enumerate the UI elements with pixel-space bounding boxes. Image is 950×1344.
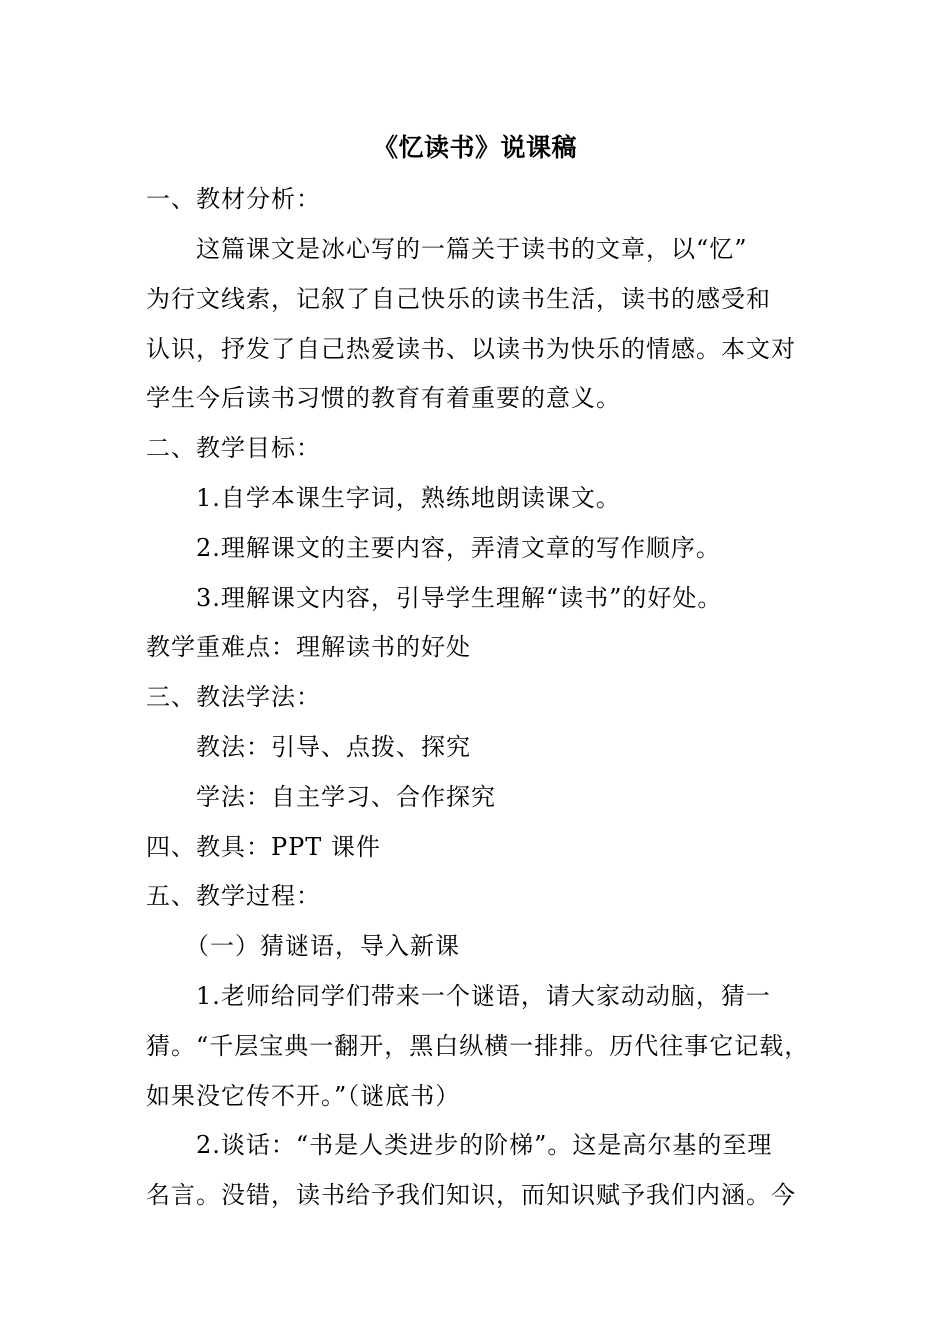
paragraph-line: 为行文线索，记叙了自己快乐的读书生活，读书的感受和: [146, 285, 771, 313]
paragraph-line: 学生今后读书习惯的教育有着重要的意义。: [146, 384, 621, 412]
page-title: 《忆读书》说课稿: [372, 133, 577, 162]
paragraph-line: 名言。没错，读书给予我们知识，而知识赋予我们内涵。今: [146, 1181, 796, 1209]
paragraph-line: 猜。“千层宝典一翻开，黑白纵横一排排。历代往事它记载，: [146, 1032, 810, 1060]
section-heading-teaching-goals: 二、教学目标：: [146, 434, 321, 462]
goal-item: 1.自学本课生字词，熟练地朗读课文。: [196, 484, 621, 512]
method-item: 教法：引导、点拨、探究: [196, 733, 471, 761]
section-heading-teaching-aids: 四、教具：PPT 课件: [146, 833, 381, 861]
paragraph-line: 2.谈话：“书是人类进步的阶梯”。这是高尔基的至理: [196, 1131, 773, 1159]
section-heading-textbook-analysis: 一、教材分析：: [146, 185, 321, 213]
paragraph-line: 这篇课文是冰心写的一篇关于读书的文章，以“忆”: [196, 235, 748, 263]
paragraph-line: 1.老师给同学们带来一个谜语，请大家动动脑，猜一: [196, 982, 771, 1010]
section-heading-methods: 三、教法学法：: [146, 683, 321, 711]
paragraph-line: 认识，抒发了自己热爱读书、以读书为快乐的情感。本文对: [146, 335, 796, 363]
section-heading-teaching-process: 五、教学过程：: [146, 882, 321, 910]
method-item: 学法：自主学习、合作探究: [196, 783, 496, 811]
goal-item: 3.理解课文内容，引导学生理解“读书”的好处。: [196, 584, 723, 612]
key-difficulty-line: 教学重难点：理解读书的好处: [146, 633, 471, 661]
paragraph-line: 如果没它传不开。”（谜底书）: [146, 1082, 461, 1110]
subsection-heading: （一）猜谜语，导入新课: [185, 932, 460, 960]
goal-item: 2.理解课文的主要内容，弄清文章的写作顺序。: [196, 534, 721, 562]
